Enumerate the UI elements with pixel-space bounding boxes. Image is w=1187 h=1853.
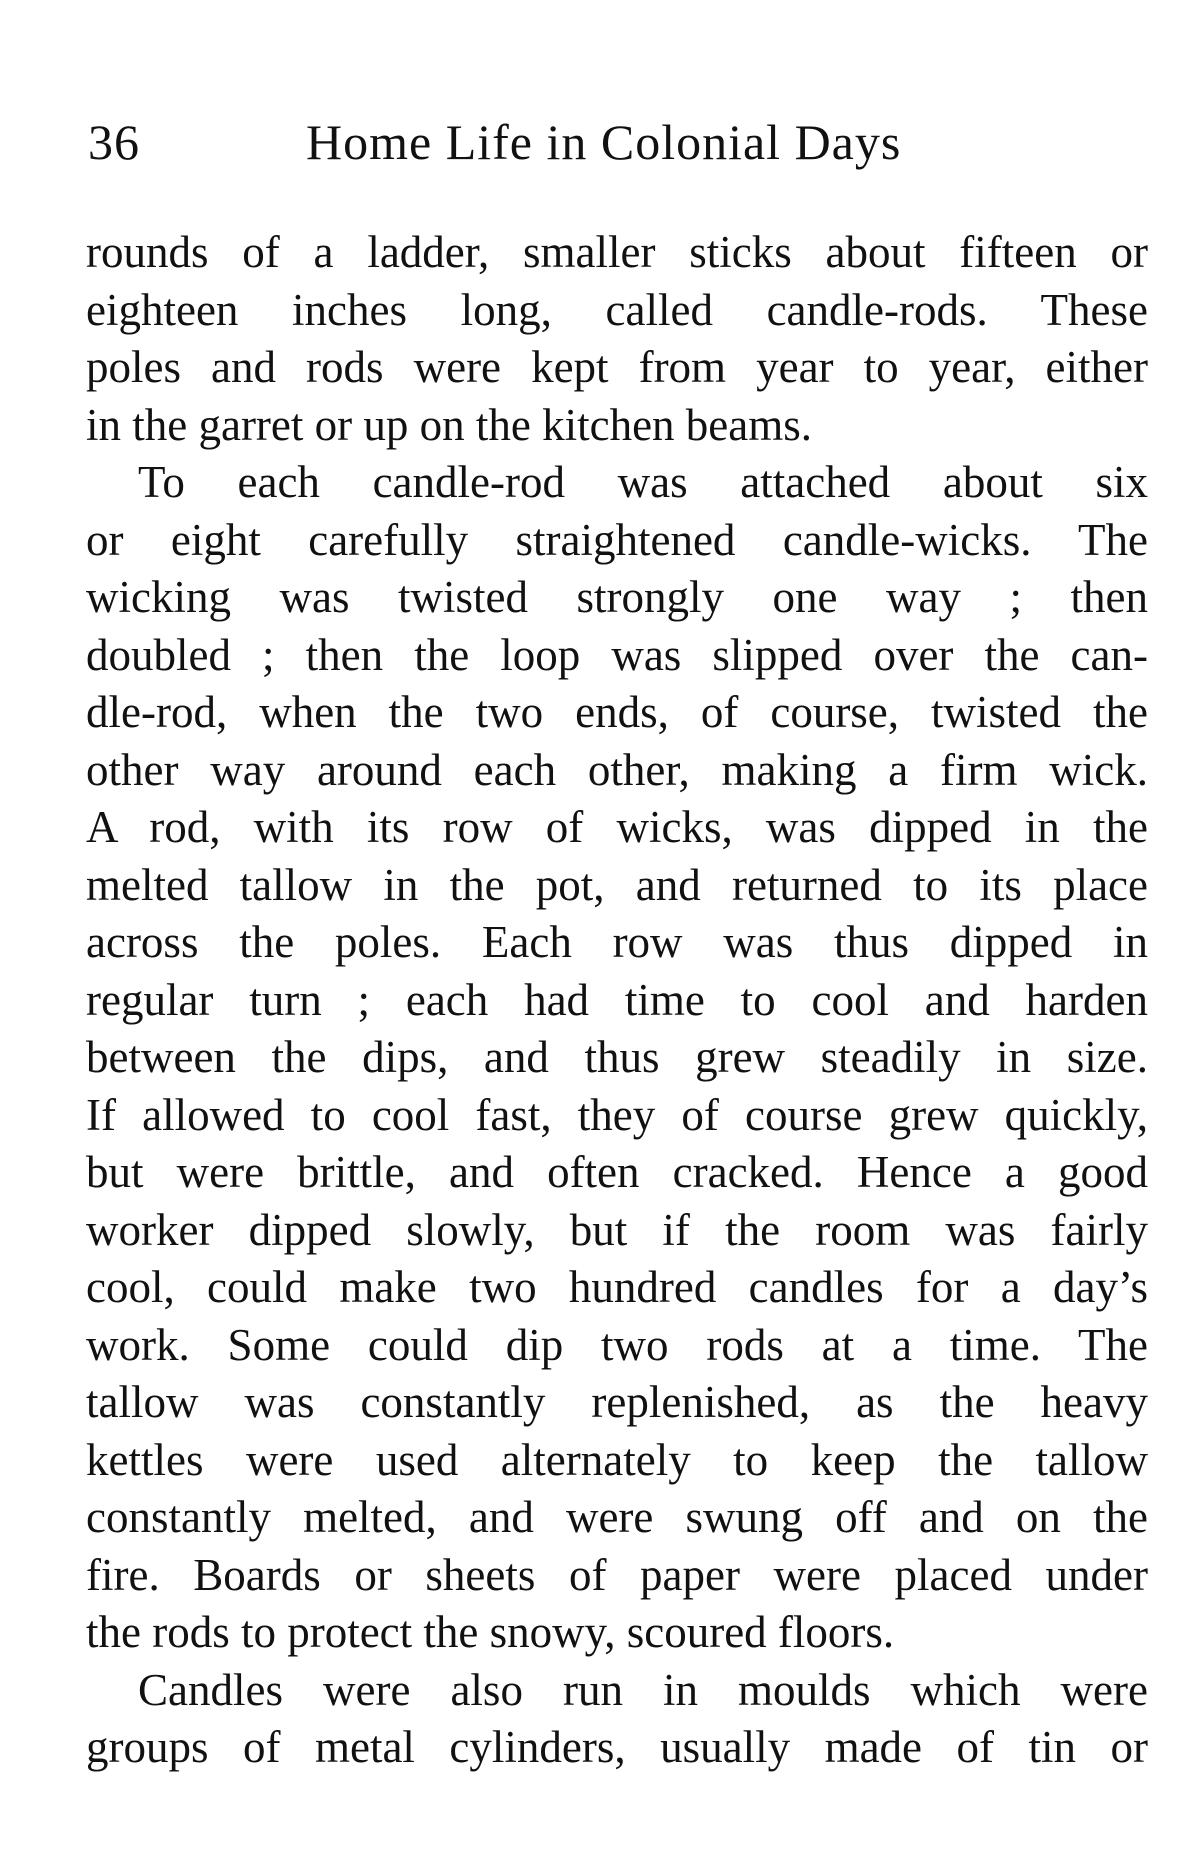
text-line: regular turn ; each had time to cool and harden bbox=[86, 974, 1148, 1025]
paragraph-1 bbox=[86, 224, 1148, 454]
text-line: fire. Boards or sheets of paper were placed under bbox=[86, 1549, 1148, 1600]
text-line: or eight carefully straightened candle-wicks. The bbox=[86, 514, 1148, 565]
page-number: 36 bbox=[88, 114, 140, 170]
text-line: in the garret or up on the kitchen beams. bbox=[86, 399, 813, 450]
text-line: Candles were also run in moulds which were bbox=[138, 1664, 1148, 1715]
text-line: other way around each other, making a firm wick. bbox=[86, 744, 1148, 795]
text-line: poles and rods were kept from year to year, either bbox=[86, 342, 1148, 392]
text-line: the rods to protect the snowy, scoured floors. bbox=[86, 1607, 895, 1657]
text-line: wicking was twisted strongly one way ; then bbox=[86, 572, 1148, 622]
paragraph-2 bbox=[86, 454, 1148, 1662]
text-line: across the poles. Each row was thus dipped in bbox=[86, 917, 1148, 967]
text-line: dle-rod, when the two ends, of course, twisted the bbox=[86, 687, 1148, 737]
text-line: cool, could make two hundred candles for a day’s bbox=[86, 1262, 1148, 1312]
text-line: groups of metal cylinders, usually made of tin or bbox=[86, 1722, 1148, 1772]
text-line: melted tallow in the pot, and returned to its place bbox=[86, 859, 1148, 910]
text-line: rounds of a ladder, smaller sticks about fifteen or bbox=[86, 227, 1148, 277]
text-line: work. Some could dip two rods at a time. The bbox=[86, 1319, 1148, 1370]
text-line: tallow was constantly replenished, as the heavy bbox=[86, 1377, 1148, 1427]
text-line: kettles were used alternately to keep the tallow bbox=[86, 1434, 1148, 1485]
body-text bbox=[86, 224, 1148, 1777]
text-line: between the dips, and thus grew steadily in size. bbox=[86, 1032, 1148, 1082]
running-head bbox=[88, 112, 1148, 172]
book-title: Home Life in Colonial Days bbox=[306, 114, 902, 170]
paragraph-3 bbox=[86, 1662, 1148, 1777]
text-line: If allowed to cool fast, they of course grew quickly, bbox=[86, 1089, 1148, 1140]
text-line: worker dipped slowly, but if the room was fairly bbox=[86, 1204, 1148, 1255]
text-line: eighteen inches long, called candle-rods. These bbox=[86, 284, 1148, 335]
text-line: doubled ; then the loop was slipped over the can- bbox=[86, 629, 1148, 680]
text-line: To each candle-rod was attached about six bbox=[138, 457, 1148, 507]
text-line: but were brittle, and often cracked. Hence a good bbox=[86, 1147, 1148, 1197]
text-line: A rod, with its row of wicks, was dipped in the bbox=[86, 802, 1148, 852]
text-line: constantly melted, and were swung off and on the bbox=[86, 1492, 1148, 1542]
